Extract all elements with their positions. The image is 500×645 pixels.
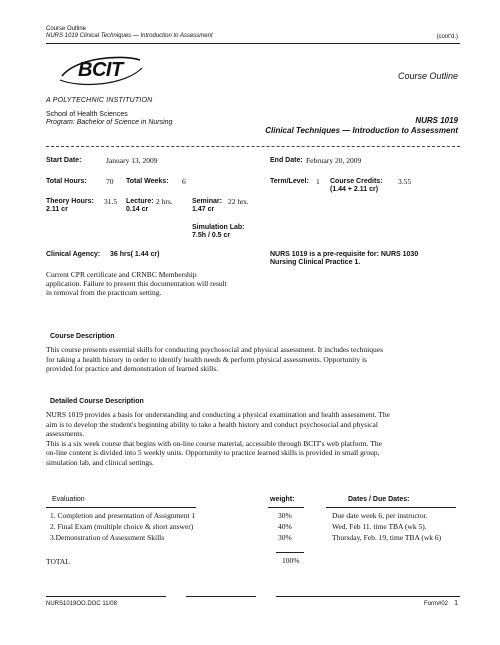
running-header-contd: (cont'd.) <box>436 34 458 40</box>
total-label: TOTAL <box>46 557 70 566</box>
seminar-label: Seminar: <box>192 198 222 205</box>
evaluation-weight: 30% <box>278 533 292 542</box>
detailed-description-line-3: assessments. <box>46 429 85 438</box>
dashed-divider <box>46 146 460 147</box>
total-weeks-label: Total Weeks: <box>126 178 169 185</box>
detailed-description-body <box>46 410 460 467</box>
dates-header-rule <box>326 507 456 508</box>
course-code: NURS 1019 <box>415 116 458 125</box>
footer-rule-left <box>46 596 166 597</box>
detailed-description-line-2: aim is to develop the student's beginning ability to take a health history and conduct psychosocial and physical <box>46 419 378 429</box>
footer-filename: NURS1019OO.DOC 11/08 <box>46 601 117 607</box>
evaluation-item: 2. Final Exam (multiple choice & short answer) <box>50 522 194 531</box>
course-credits-label: Course Credits: <box>330 178 383 185</box>
running-header-course: NURS 1019 Clinical Techniques — Introduction to Assessment <box>46 33 213 39</box>
weight-header-rule <box>268 507 304 508</box>
detailed-description-line-5: on-line content is divided into 5 weekly units. Opportunity to practice learned skills is provided in small group, <box>46 448 380 457</box>
course-description-heading: Course Description <box>50 333 115 340</box>
clinical-agency-value: 36 hrs( 1.44 cr) <box>110 251 160 258</box>
detailed-description-line-1: NURS 1019 provides a basis for understanding and conducting a physical examination and health assessment. The <box>46 410 390 419</box>
running-header-label: Course Outline <box>46 26 87 32</box>
doc-type-title: Course Outline <box>397 71 458 81</box>
total-hours-value: 70 <box>106 177 114 186</box>
theory-hours-credits: 2.11 cr <box>46 206 68 213</box>
start-date-label: Start Date: <box>46 157 82 164</box>
theory-hours-label: Theory Hours: <box>46 198 94 205</box>
detailed-description-line-6: simulation lab, and clinical settings. <box>46 457 154 467</box>
total-hours-label: Total Hours: <box>46 178 87 185</box>
weight-column-header: weight: <box>270 496 295 503</box>
footer-form-number: Form#02 <box>423 601 448 607</box>
term-level-label: Term/Level: <box>270 178 309 185</box>
course-credits-breakdown: (1.44 + 2.11 cr) <box>330 186 379 193</box>
evaluation-header-rule <box>46 507 196 508</box>
course-description-line-3: provided for practice and demonstration of learned skills. <box>46 364 219 373</box>
header-rule <box>46 43 460 44</box>
lecture-label: Lecture: <box>126 198 154 205</box>
evaluation-due-date: Wed, Feb 11. time TBA (wk 5). <box>332 522 427 531</box>
footer-rule-middle <box>186 596 256 597</box>
total-value: 100% <box>282 556 300 565</box>
evaluation-column-header: Evaluation <box>52 496 85 503</box>
seminar-value: 22 hrs. <box>228 197 249 206</box>
footer-page-number: 1 <box>454 600 458 607</box>
evaluation-weight: 40% <box>278 522 292 531</box>
theory-hours-value: 31.5 <box>104 197 118 206</box>
simulation-lab-label: Simulation Lab: <box>192 224 245 231</box>
lecture-value: 2 hrs. <box>156 197 173 206</box>
dates-column-header: Dates / Due Dates: <box>348 496 410 503</box>
program-name: Program: Bachelor of Science in Nursing <box>46 119 173 126</box>
table-row <box>50 533 470 544</box>
table-row <box>50 511 470 522</box>
course-description-line-2: for taking a health history in order to identify health needs & perform physical assessments. Opportunity is <box>46 354 367 364</box>
evaluation-weight: 30% <box>278 511 292 520</box>
bcit-logo <box>58 54 144 88</box>
lecture-credits: 0.14 cr <box>126 206 149 213</box>
course-title: Clinical Techniques — Introduction to Assessment <box>265 126 458 135</box>
total-rule <box>276 552 304 553</box>
term-level-value: 1 <box>316 177 320 186</box>
logo-tagline: A POLYTECHNIC INSTITUTION <box>46 97 153 104</box>
prerequisite-line-1: NURS 1019 is a pre-requisite for: NURS 1030 <box>270 251 419 258</box>
table-row <box>50 522 470 533</box>
requirement-note-line-2: application. Failure to present this documentation will result <box>46 279 227 288</box>
start-date-value: January 13, 2009 <box>106 156 158 165</box>
detailed-description-heading: Detailed Course Description <box>50 398 144 405</box>
course-description-line-1: This course presents essential skills for conducting psychosocial and physical assessment. It includes techniques <box>46 345 384 354</box>
seminar-credits: 1.47 cr <box>192 206 215 213</box>
evaluation-item: 1. Completion and presentation of Assignment 1 <box>50 511 196 520</box>
evaluation-item: 3.Demonstration of Assessment Skills <box>50 533 165 542</box>
course-credits-value: 3.55 <box>398 177 412 186</box>
detailed-description-line-4: This is a six week course that begins with on-line course material, accessible through BCIT's web platform. The <box>46 438 382 448</box>
simulation-lab-value: 7.5h / 0.5 cr <box>192 232 231 239</box>
school-name: School of Health Sciences <box>46 111 128 118</box>
prerequisite-line-2: Nursing Clinical Practice 1. <box>270 259 361 266</box>
evaluation-due-date: Thursday, Feb. 19, time TBA (wk 6) <box>332 533 442 542</box>
bcit-logo-text: BCIT <box>78 59 123 81</box>
footer-rule-right <box>276 596 460 597</box>
evaluation-due-date: Due date week 6, per instructor. <box>332 511 428 520</box>
requirement-note-line-1: Current CPR certificate and CRNBC Membership <box>46 270 197 279</box>
end-date-value: February 20, 2009 <box>306 156 362 165</box>
clinical-agency-label: Clinical Agency: <box>46 251 101 258</box>
total-weeks-value: 6 <box>182 177 186 186</box>
course-description-body <box>46 345 460 374</box>
end-date-label: End Date: <box>270 157 303 164</box>
requirement-note-line-3: in removal from the practicum setting. <box>46 288 162 297</box>
